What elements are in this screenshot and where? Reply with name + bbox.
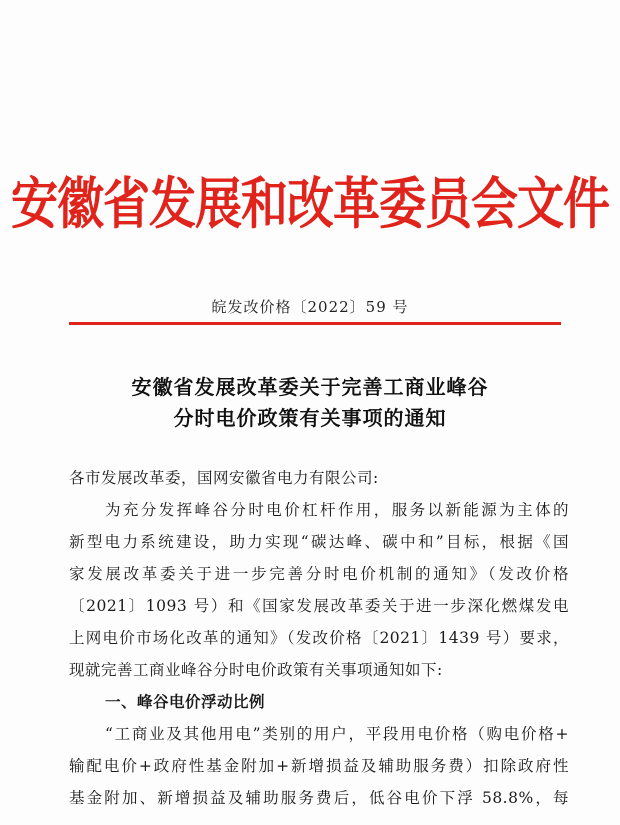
notice-title-line-2: 分时电价政策有关事项的通知 bbox=[173, 406, 447, 430]
document-number: 皖发改价格〔2022〕59 号 bbox=[211, 298, 409, 316]
section-1-heading: 一、峰谷电价浮动比例 bbox=[105, 693, 266, 711]
paragraph-1-line-2: 新型电力系统建设，助力实现“碳达峰、碳中和”目标，根据《国 bbox=[69, 533, 569, 551]
paragraph-1-line-3: 家发展改革委关于进一步完善分时电价机制的通知》（发改价格 bbox=[69, 565, 569, 583]
paragraph-2-line-3: 基金附加、新增损益及辅助服务费后，低谷电价下浮 58.8%，每 bbox=[69, 789, 569, 807]
salutation: 各市发展改革委，国网安徽省电力有限公司: bbox=[69, 469, 379, 487]
agency-masthead: 安徽省发展和改革委员会文件 bbox=[11, 172, 609, 238]
paragraph-2-line-2: 输配电价+政府性基金附加+新增损益及辅助服务费）扣除政府性 bbox=[69, 757, 569, 775]
red-divider-line bbox=[69, 322, 561, 325]
notice-title-line-1: 安徽省发展改革委关于完善工商业峰谷 bbox=[131, 375, 489, 399]
paragraph-1-line-6: 现就完善工商业峰谷分时电价政策有关事项通知如下: bbox=[69, 661, 443, 679]
paragraph-1-line-1: 为充分发挥峰谷分时电价杠杆作用，服务以新能源为主体的 bbox=[105, 501, 569, 519]
paragraph-1-line-5: 上网电价市场化改革的通知》（发改价格〔2021〕1439 号）要求， bbox=[69, 629, 569, 647]
paragraph-2-line-1: “工商业及其他用电”类别的用户，平段用电价格（购电价格+ bbox=[105, 725, 569, 743]
paragraph-1-line-4: 〔2021〕1093 号）和《国家发展改革委关于进一步深化燃煤发电 bbox=[69, 597, 569, 615]
